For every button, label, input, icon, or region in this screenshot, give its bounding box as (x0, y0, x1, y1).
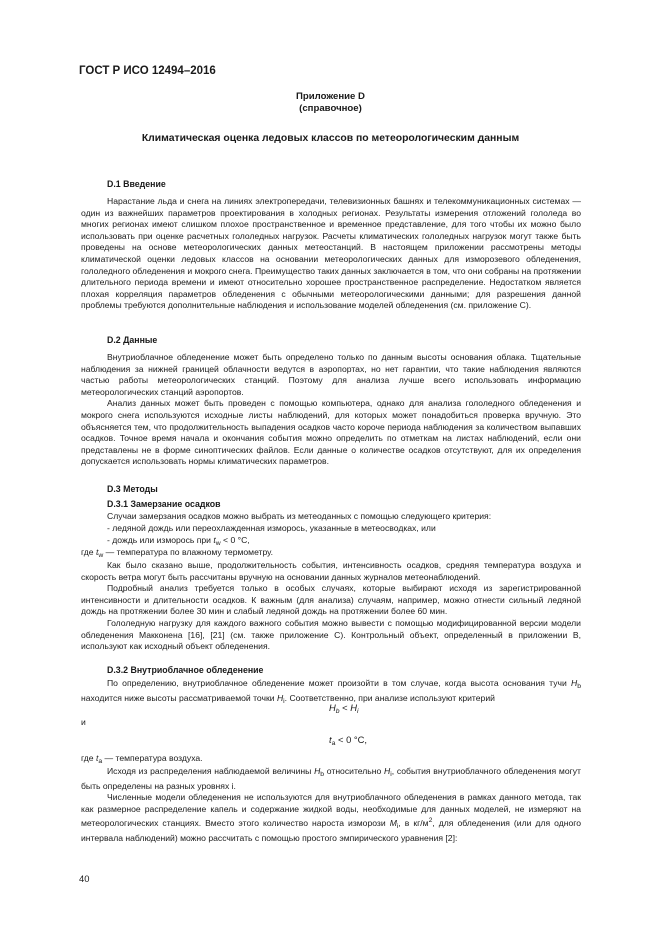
paragraph: Гололедную нагрузку для каждого важного события можно вывести с помощью модифицированной версии модели обледенения Макконена [16], [21] (см. также приложение С). Контрольный объект, определенный в приложении В, используют как исходный объект обледенения. (81, 617, 581, 652)
criteria-intro: Случаи замерзания осадков можно выбрать из метеоданных с помощью следующего критерия: (107, 511, 492, 521)
paragraph: Анализ данных может быть проведен с помощью компьютера, однако для анализа гололедного обледенения и мокрого снега используются исходные листы наблюдений, для которых может понадобиться проверка вручную. Это объясняется тем, что продолжительность выпадения осадков часто короче периода наблюдения за количеством выпавших осадков. Точное время начала и окончания события можно определить по отметкам на листах наблюдений, если они представлены не в форме синоптических файлов. Если данные о количестве осадков отсутствуют, для их определения допускается использовать нормы климатических параметров. (81, 398, 581, 467)
formula-cloud-base: $H_b < H_i$ (329, 702, 359, 715)
annex-label: Приложение D (296, 91, 365, 102)
section-heading-d1: D.1 Введение (107, 179, 166, 189)
criteria-item: - дождь или изморось при $t_w < 0$ °C, (107, 535, 250, 547)
paragraph: Внутриоблачное обледенение может быть определено только по данным высоты основания облака. Тщательные наблюдения за нижней границей облачности ведутся в аэропортах, но нет гарантии, что такие наблюдения являются частью работы метеорологических станций. Поэтому для анализа лучше всего использовать информацию метеорологических станций аэропортов. (81, 352, 581, 397)
formula-air-temp: $t_a < 0$ °C, (329, 734, 368, 747)
document-code: ГОСТ Р ИСО 12494–2016 (79, 65, 216, 77)
section-heading-d2: D.2 Данные (107, 335, 158, 345)
annex-title: Климатическая оценка ледовых классов по метеорологическим данным (141, 133, 520, 144)
subsection-d32-text (81, 766, 581, 845)
section-d2-text (81, 352, 581, 468)
paragraph: Нарастание льда и снега на линиях электропередачи, телевизионных башнях и телекоммуникационных системах — один из важнейших параметров проектирования в холодных регионах. Результаты измерения отложений гололеда во многих регионах имеют слишком плохое пространственное и временное представление, для того чтобы их можно было использовать при оценке расчетных гололедных нагрузок. Расчеты климатических гололедных нагрузок могут также быть проведены на основе метеорологических данных метеостанций. В настоящем приложении рассмотрены методы климатической оценки ледовых классов на основании метеорологических данных для изморозевого обледенения, гололедного обледенения и мокрого снега. Преимущество таких данных заключается в том, что они собраны на протяжении длительного периода времени и имеют относительно хорошее пространственное распределение. Недостатком является плохая корреляция параметров обледенения с обычными метеорологическими данными; для разрешения данной проблемы требуются дополнительные наблюдения и использование моделей обледенения (см. приложение С). (81, 196, 582, 311)
definition-line: где $t_w$ — температура по влажному термометру. (81, 547, 274, 559)
paragraph: Подробный анализ требуется только в особых случаях, которые выбирают исходя из зарегистрированной интенсивности и длительности осадков. К важным (для анализа) случаям, например, можно отнести сильный ледяной дождь на протяжении более 30 мин и слабый ледяной дождь на протяжении более 60 мин. (81, 583, 581, 617)
paragraph: Как было сказано выше, продолжительность события, интенсивность осадков, средняя температура воздуха и скорость ветра могут быть рассчитаны вручную на основании данных журналов метеонаблюдений. (81, 560, 581, 582)
page-number: 40 (79, 873, 90, 884)
section-d1-text (81, 196, 581, 312)
annex-kind: (справочное) (299, 103, 362, 114)
paragraph: Исходя из распределения наблюдаемой величины $H_b$ относительно $H_i$, события внутриоблачного обледенения могут быть определены на разных уровнях i. (81, 766, 581, 791)
paragraph: По определению, внутриоблачное обледенение может произойти в том случае, когда высота основания тучи $H_b$ находится ниже высоты рассматриваемой точки $H_i$. Соответственно, при анализе используют критерий (81, 678, 581, 705)
criteria-item: - ледяной дождь или переохлажденная изморось, указанные в метеосводках, или (107, 523, 436, 533)
section-heading-d3: D.3 Методы (107, 484, 158, 494)
subsection-d31-text (81, 560, 581, 653)
conjunction: и (81, 717, 86, 727)
paragraph: Численные модели обледенения не используются для внутриоблачного обледенения в рамках данного метода, так как размерное распределение капель и содержание жидкой воды, необходимые для данных моделей, не измеряют на метеорологических станциях. Вместо этого количество нароста изморози $M_i$, в $кг/м^2$, для обледенения (или для одного интервала наблюдений) можно рассчитать с помощью простого эмпирического уравнения [2]: (81, 792, 581, 843)
definition-line: где $t_a$ — температура воздуха. (81, 753, 203, 765)
subsection-heading-d32: D.3.2 Внутриоблачное обледенение (107, 665, 264, 675)
subsection-heading-d31: D.3.1 Замерзание осадков (107, 499, 221, 509)
